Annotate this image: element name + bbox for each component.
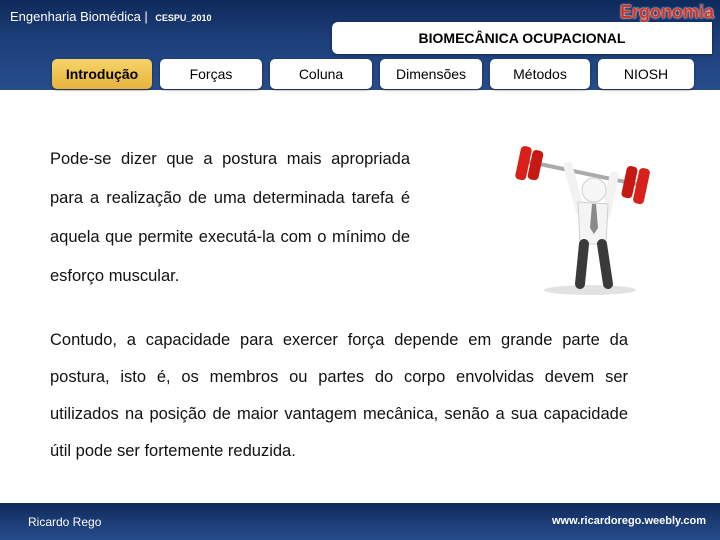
header-bar	[0, 0, 720, 90]
brand-title: Ergonomia	[619, 2, 714, 22]
course-header	[10, 9, 211, 24]
tab-introducao[interactable]	[52, 59, 152, 89]
tab-coluna[interactable]	[270, 59, 372, 89]
tab-niosh[interactable]	[598, 59, 694, 89]
slide-title	[332, 22, 712, 54]
force-paragraph: Contudo, a capacidade para exercer força depende em grande parte da postura, isto é, os membros ou partes do corpo envolvidas devem ser utilizados na posição de maior vantagem mecânica, senão a sua capacidade útil pode ser fortemente reduzida.	[50, 331, 628, 460]
tab-label: Coluna	[298, 66, 344, 82]
footer-bar	[0, 503, 720, 540]
tab-forcas[interactable]	[160, 59, 262, 89]
tab-label: Introdução	[65, 66, 139, 82]
course-name: Engenharia Biomédica |	[10, 9, 148, 24]
tab-label: Forças	[189, 66, 233, 82]
tab-label: Dimensões	[395, 66, 467, 82]
website-link[interactable]: www.ricardorego.weebly.com	[551, 515, 706, 527]
author-name: Ricardo Rego	[28, 515, 102, 529]
intro-paragraph: Pode-se dizer que a postura mais apropriada para a realização de uma determinada tarefa é aquela que permite executá-la com o mínimo de esforço muscular.	[50, 150, 410, 285]
weightlifter-figure-icon	[510, 132, 670, 297]
slide-title-text: BIOMECÂNICA OCUPACIONAL	[418, 30, 626, 46]
course-code: CESPU_2010	[155, 13, 212, 23]
tab-label: Métodos	[513, 66, 567, 82]
tab-dimensoes[interactable]	[380, 59, 482, 89]
tab-label: NIOSH	[623, 66, 669, 82]
tab-metodos[interactable]	[490, 59, 590, 89]
